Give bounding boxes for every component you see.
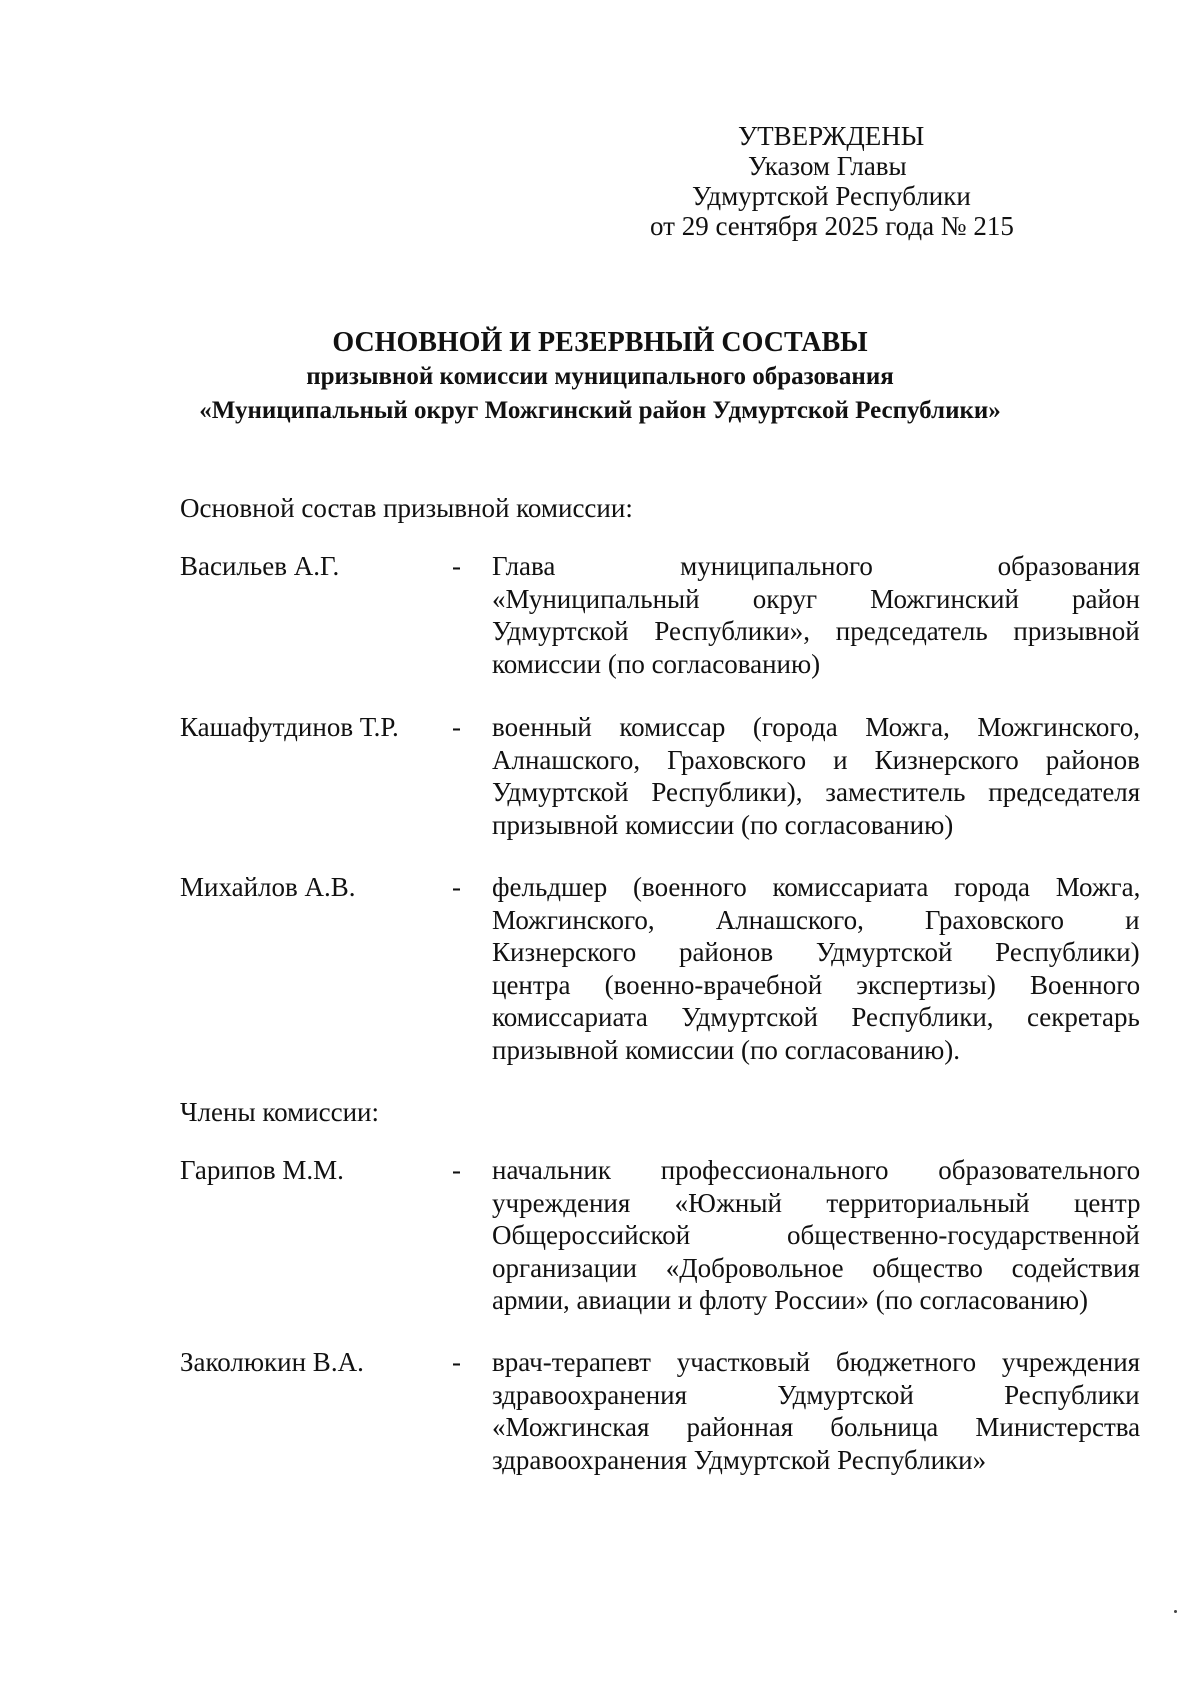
approval-heading: УТВЕРЖДЕНЫ <box>738 121 925 151</box>
members-heading: Члены комиссии: <box>180 1097 379 1127</box>
approval-decree-line: Указом Главы <box>748 151 907 181</box>
position-line: здравоохранения Удмуртской Республики» <box>492 1444 987 1475</box>
entry-dash: - <box>452 1155 461 1185</box>
scan-speck <box>1174 1610 1177 1613</box>
position-line: Удмуртской Республики), заместитель председателя <box>492 777 1141 807</box>
position-line: учреждения «Южный территориальный центр <box>492 1187 1141 1218</box>
position-line: здравоохранения Удмуртской Республики <box>492 1379 1140 1410</box>
position-line: комиссариата Удмуртской Республики, секретарь <box>492 1002 1140 1032</box>
member-position-description <box>492 871 1140 1066</box>
position-line: «Можгинская районная больница Министерства <box>492 1412 1141 1442</box>
position-line: армии, авиации и флоту России» (по согласованию) <box>492 1285 1089 1315</box>
position-line: врач-терапевт участковый бюджетного учреждения <box>492 1347 1141 1377</box>
document-subtitle-line-2: «Муниципальный округ Можгинский район Удмуртской Республики» <box>199 397 1001 424</box>
position-line: призывной комиссии (по согласованию) <box>492 809 954 840</box>
position-line: фельдшер (военного комиссариата города Можга, <box>492 872 1141 902</box>
entry-dash: - <box>452 872 461 902</box>
member-name: Васильев А.Г. <box>180 551 340 581</box>
position-line: комиссии (по согласованию) <box>492 648 821 679</box>
position-line: Глава муниципального образования <box>492 551 1141 581</box>
document-title: ОСНОВНОЙ И РЕЗЕРВНЫЙ СОСТАВЫ <box>332 327 868 358</box>
entry-dash: - <box>452 1347 461 1377</box>
document-subtitle-line-1: призывной комиссии муниципального образования <box>306 363 894 390</box>
member-name: Заколюкин В.А. <box>180 1347 364 1377</box>
member-position-description <box>492 711 1140 841</box>
position-line: Кизнерского районов Удмуртской Республики) <box>492 937 1140 967</box>
position-line: Общероссийской общественно-государственной <box>492 1220 1140 1250</box>
document-title-block <box>0 326 1200 428</box>
position-line: военный комиссар (города Можга, Можгинского, <box>492 712 1141 742</box>
position-line: начальник профессионального образовательного <box>492 1155 1141 1185</box>
member-position-description <box>492 550 1140 680</box>
entry-dash: - <box>452 712 461 742</box>
member-name: Гарипов М.М. <box>180 1155 344 1185</box>
member-position-description <box>492 1346 1140 1476</box>
member-name: Михайлов А.В. <box>180 872 356 902</box>
main-composition-heading: Основной состав призывной комиссии: <box>180 493 633 523</box>
position-line: «Муниципальный округ Можгинский район <box>492 583 1140 614</box>
position-line: Алнашского, Граховского и Кизнерского районов <box>492 744 1140 775</box>
position-line: центра (военно-врачебной экспертизы) Военного <box>492 969 1141 1000</box>
position-line: призывной комиссии (по согласованию). <box>492 1034 960 1065</box>
position-line: организации «Добровольное общество содействия <box>492 1252 1140 1283</box>
approval-republic-line: Удмуртской Республики <box>692 181 971 211</box>
entry-dash: - <box>452 551 461 581</box>
position-line: Можгинского, Алнашского, Граховского и <box>492 904 1140 935</box>
member-position-description <box>492 1154 1140 1317</box>
approval-date-line: от 29 сентября 2025 года № 215 <box>650 211 1014 241</box>
position-line: Удмуртской Республики», председатель призывной <box>492 616 1140 646</box>
member-name: Кашафутдинов Т.Р. <box>180 712 399 742</box>
